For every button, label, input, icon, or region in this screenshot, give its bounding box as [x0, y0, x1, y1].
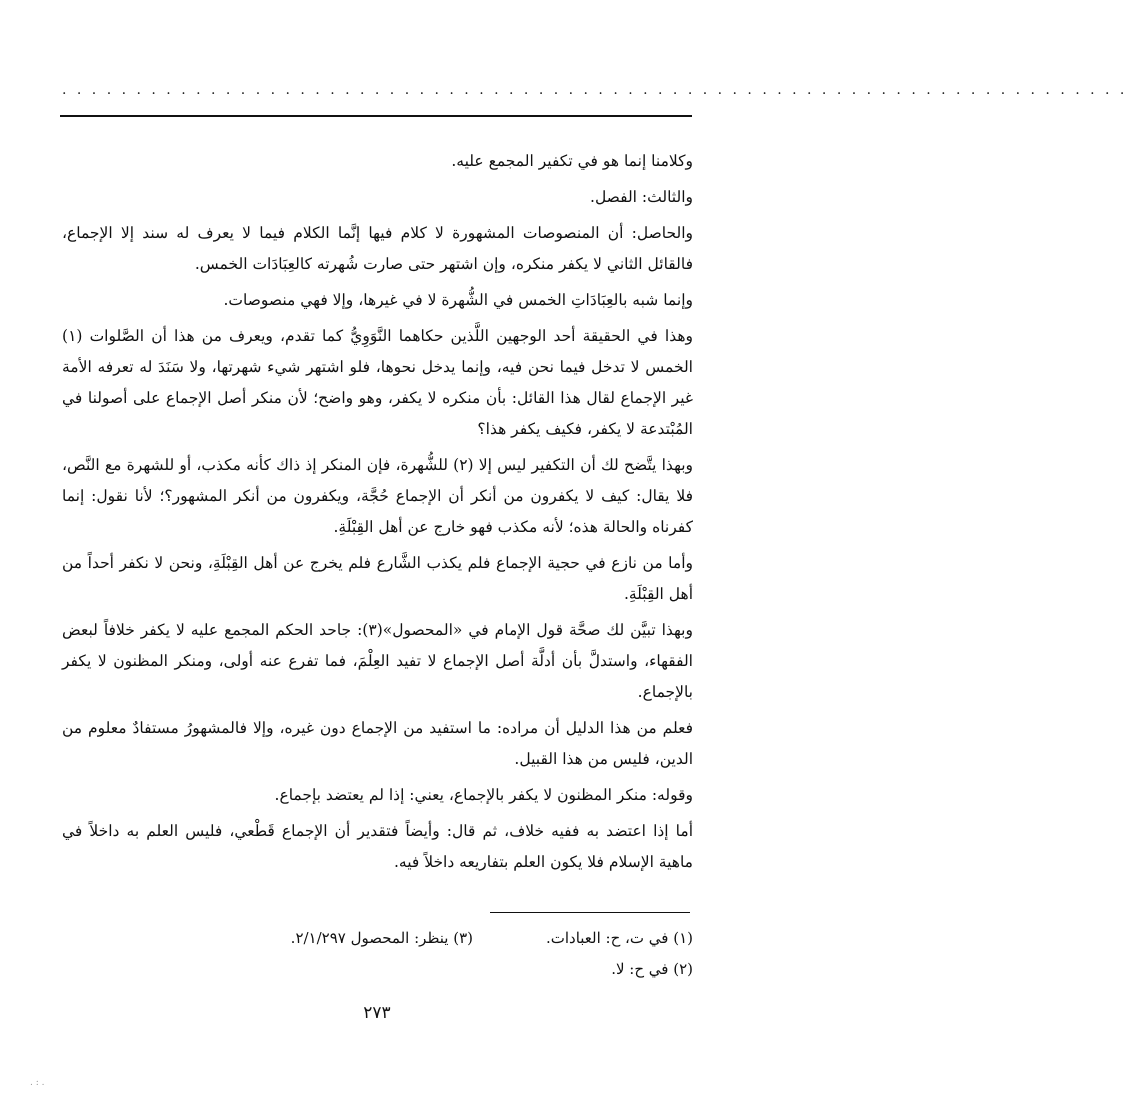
paragraph: وإنما شبه بالعِبَادَاتِ الخمس في الشُّهرة لا في غيرها، وإلا فهي منصوصات. — [223, 291, 693, 309]
footnotes — [62, 923, 693, 985]
paragraph: وبهذا تبيَّن لك صحَّة قول الإمام في «المحصول»(٣): جاحد الحكم المجمع عليه لا يكفر خلافاً لبعض الفقهاء، واستدلَّ بأن أدلَّة أصل الإجماع لا تفيد العِلْمَ، فما تفرع عنه أولى، ومنكر المظنون لا يكفر بالإجماع. — [62, 621, 693, 701]
paragraph: وهذا في الحقيقة أحد الوجهين اللَّذين حكاهما النَّوَوِيُّ كما تقدم، ويعرف من هذا أن الصَّلوات (١) الخمس لا تدخل فيما نحن فيه، وإنما يدخل نحوها، فلو اشتهر شيء شهرتها، ولا سَنَدَ له تعرفه الأمة غير الإجماع لقال هذا القائل: بأن منكره لا يكفر، وهو واضح؛ لأن منكر أصل الإجماع على أصولنا في المُبْتدعة لا يكفر، فكيف يكفر هذا؟ — [62, 327, 693, 438]
paragraph: أما إذا اعتضد به ففيه خلاف، ثم قال: وأيضاً فتقدير أن الإجماع قَطْعي، فليس العلم به داخلاً في ماهية الإسلام فلا يكون العلم بتفاريعه داخلاً فيه. — [62, 822, 693, 871]
body-text — [62, 146, 693, 883]
paragraph: والحاصل: أن المنصوصات المشهورة لا كلام فيها إنَّما الكلام فيما لا يعرف له سند إلا الإجماع، فالقائل الثاني لا يكفر منكره، وإن اشتهر حتى صارت شُهرته كالعِبَادَات الخمس. — [62, 224, 693, 273]
footnote-row — [62, 923, 693, 954]
corner-mark: . : . — [30, 1078, 45, 1088]
paragraph: وكلامنا إنما هو في تكفير المجمع عليه. — [451, 152, 693, 170]
paragraph: والثالث: الفصل. — [590, 188, 693, 206]
paragraph: فعلم من هذا الدليل أن مراده: ما استفيد من الإجماع دون غيره، وإلا فالمشهورُ مستفادٌ معلوم من الدين، فليس من هذا القبيل. — [62, 719, 693, 768]
footnote-3: (٣) ينظر: المحصول ٢/١/٢٩٧. — [290, 929, 473, 947]
header-dotted-line: . . . . . . . . . . . . . . . . . . . . . . . . . . . . . . . . . . . . . . . . . . . . . . . . . . . . . . . . . . . . . . . . . . . . . . . . — [62, 82, 1127, 98]
paragraph: وبهذا يتَّضح لك أن التكفير ليس إلا (٢) للشُّهرة، فإن المنكر إذ ذاك كأنه مكذب، أو للشهرة مع النَّص، فلا يقال: كيف لا يكفرون من أنكر أن الإجماع حُجَّة، ويكفرون من أنكر المشهور؟؛ لأنا نقول: إنما كفرناه والحالة هذه؛ لأنه مكذب فهو خارج عن أهل القِبْلَةِ. — [62, 456, 694, 536]
header-rule — [60, 115, 692, 117]
footnote-row — [62, 954, 693, 985]
footnote-rule — [490, 912, 690, 913]
page-number: ٢٧٣ — [363, 1003, 391, 1023]
paragraph: وأما من نازع في حجية الإجماع فلم يكذب الشَّارع فلم يخرج عن أهل القِبْلَةِ، ونحن لا نكفر أحداً من أهل القِبْلَةِ. — [62, 554, 693, 603]
footnote-2: (٢) في ح: لا. — [611, 960, 693, 978]
footnote-1: (١) في ت، ح: العبادات. — [545, 929, 693, 947]
paragraph: وقوله: منكر المظنون لا يكفر بالإجماع، يعني: إذا لم يعتضد بإجماع. — [274, 786, 693, 804]
